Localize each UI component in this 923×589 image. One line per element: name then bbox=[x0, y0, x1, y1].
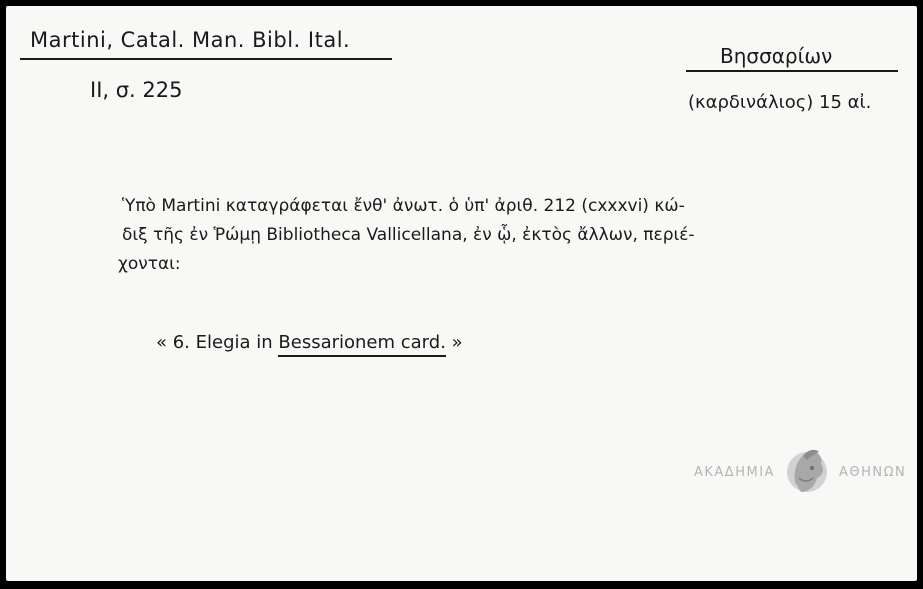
watermark-left-text: ΑΚΑΔΗΜΙΑ bbox=[694, 464, 775, 480]
watermark-right-text: ΑΘΗΝΩΝ bbox=[838, 464, 907, 480]
source-reference: Martini, Catal. Man. Bibl. Ital. bbox=[30, 28, 351, 52]
body-line: χονται: bbox=[118, 254, 181, 274]
body-line: Ὑπὸ Martini καταγράφεται ἔνθ' ἀνωτ. ὁ ὑπ' ἀριθ. 212 (cxxxvi) κώ- bbox=[122, 196, 685, 216]
academy-watermark bbox=[694, 442, 906, 502]
reference-underline bbox=[20, 58, 392, 60]
volume-page-reference: II, σ. 225 bbox=[90, 78, 183, 102]
card-body-text bbox=[118, 192, 912, 279]
subject-name-underline bbox=[686, 70, 898, 72]
quote-close: » bbox=[445, 332, 463, 353]
quote-open: « 6. Elegia in bbox=[156, 332, 279, 353]
catalog-card bbox=[6, 6, 917, 581]
subject-name: Βησσαρίων bbox=[720, 44, 833, 68]
athena-head-icon bbox=[785, 442, 829, 502]
quote-underlined-title: Bessarionem card. bbox=[278, 332, 446, 357]
quoted-item bbox=[156, 332, 463, 353]
subject-role: (καρδινάλιος) 15 αἰ. bbox=[688, 92, 872, 113]
body-line: διξ τῆς ἐν Ῥώμῃ Bibliotheca Vallicellana, ἐν ᾧ, ἐκτὸς ἄλλων, περιέ- bbox=[122, 225, 695, 245]
